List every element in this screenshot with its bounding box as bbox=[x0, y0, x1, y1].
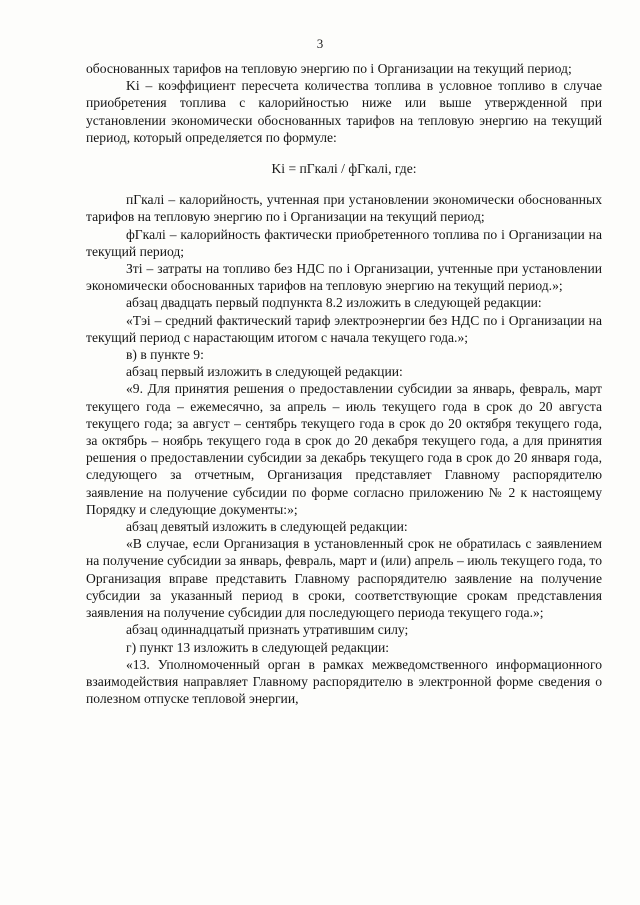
paragraph: фГкалi – калорийность фактически приобретенного топлива по i Организации на текущий период; bbox=[86, 226, 602, 259]
paragraph: обоснованных тарифов на тепловую энергию по i Организации на текущий период; bbox=[86, 61, 572, 76]
paragraph: «В случае, если Организация в установленный срок не обратилась с заявлением на получение субсидии за январь, февраль, март и (или) апрель – июль текущего года, то Организация вправе представить Главному распорядителю заявление на получение субсидии за указанный период в сроки, соответствующие срокам представления заявления на получение субсидии для последующего периода текущего года.»; bbox=[86, 536, 602, 621]
paragraph: в) в пункте 9: bbox=[126, 347, 204, 363]
page-number: 3 bbox=[316, 36, 324, 51]
paragraph: «9. Для принятия решения о предоставлении субсидии за январь, февраль, март текущего года – ежемесячно, за апрель – июль текущего года в срок до 20 августа текущего года; за август – сентябрь текущего года в срок до 20 октября текущего года, за октябрь – ноябрь текущего года в срок до 20 декабря текущего года, а для принятия решения о предоставлении субсидии за декабрь текущего года в срок до 20 января года, следующего за отчетным, Организация представляет Главному распорядителю заявление на получение субсидии по форме согласно приложению № 2 к настоящему Порядку и следующие документы:»; bbox=[86, 381, 602, 517]
paragraph: абзац девятый изложить в следующей редакции: bbox=[126, 519, 408, 535]
paragraph: Ki – коэффициент пересчета количества топлива в условное топливо в случае приобретения топлива с калорийностью ниже или выше утвержденной при установлении экономически обоснованных тарифов на тепловую энергию на текущий период, который определяется по формуле: bbox=[86, 78, 602, 145]
paragraph: Зтi – затраты на топливо без НДС по i Организации, учтенные при установлении экономически обоснованных тарифов на тепловую энергию на текущий период.»; bbox=[86, 261, 602, 294]
paragraph: абзац одиннадцатый признать утратившим силу; bbox=[126, 622, 409, 638]
paragraph: пГкалi – калорийность, учтенная при установлении экономически обоснованных тарифов на тепловую энергию по i Организации на текущий период; bbox=[86, 192, 602, 225]
formula-line: Ki = пГкалi / фГкалi, где: bbox=[271, 161, 417, 177]
paragraph: абзац первый изложить в следующей редакции: bbox=[126, 364, 403, 380]
paragraph: абзац двадцать первый подпункта 8.2 изложить в следующей редакции: bbox=[126, 295, 542, 311]
paragraph: г) пункт 13 изложить в следующей редакции: bbox=[126, 639, 390, 655]
document-body bbox=[86, 60, 602, 707]
paragraph: «13. Уполномоченный орган в рамках межведомственного информационного взаимодействия направляет Главному распорядителю в электронной форме сведения о полезном отпуске тепловой энергии, bbox=[86, 656, 602, 707]
paragraph: «Тэi – средний фактический тариф электроэнергии без НДС по i Организации на текущий период с нарастающим итогом с начала текущего года.»; bbox=[86, 312, 602, 345]
